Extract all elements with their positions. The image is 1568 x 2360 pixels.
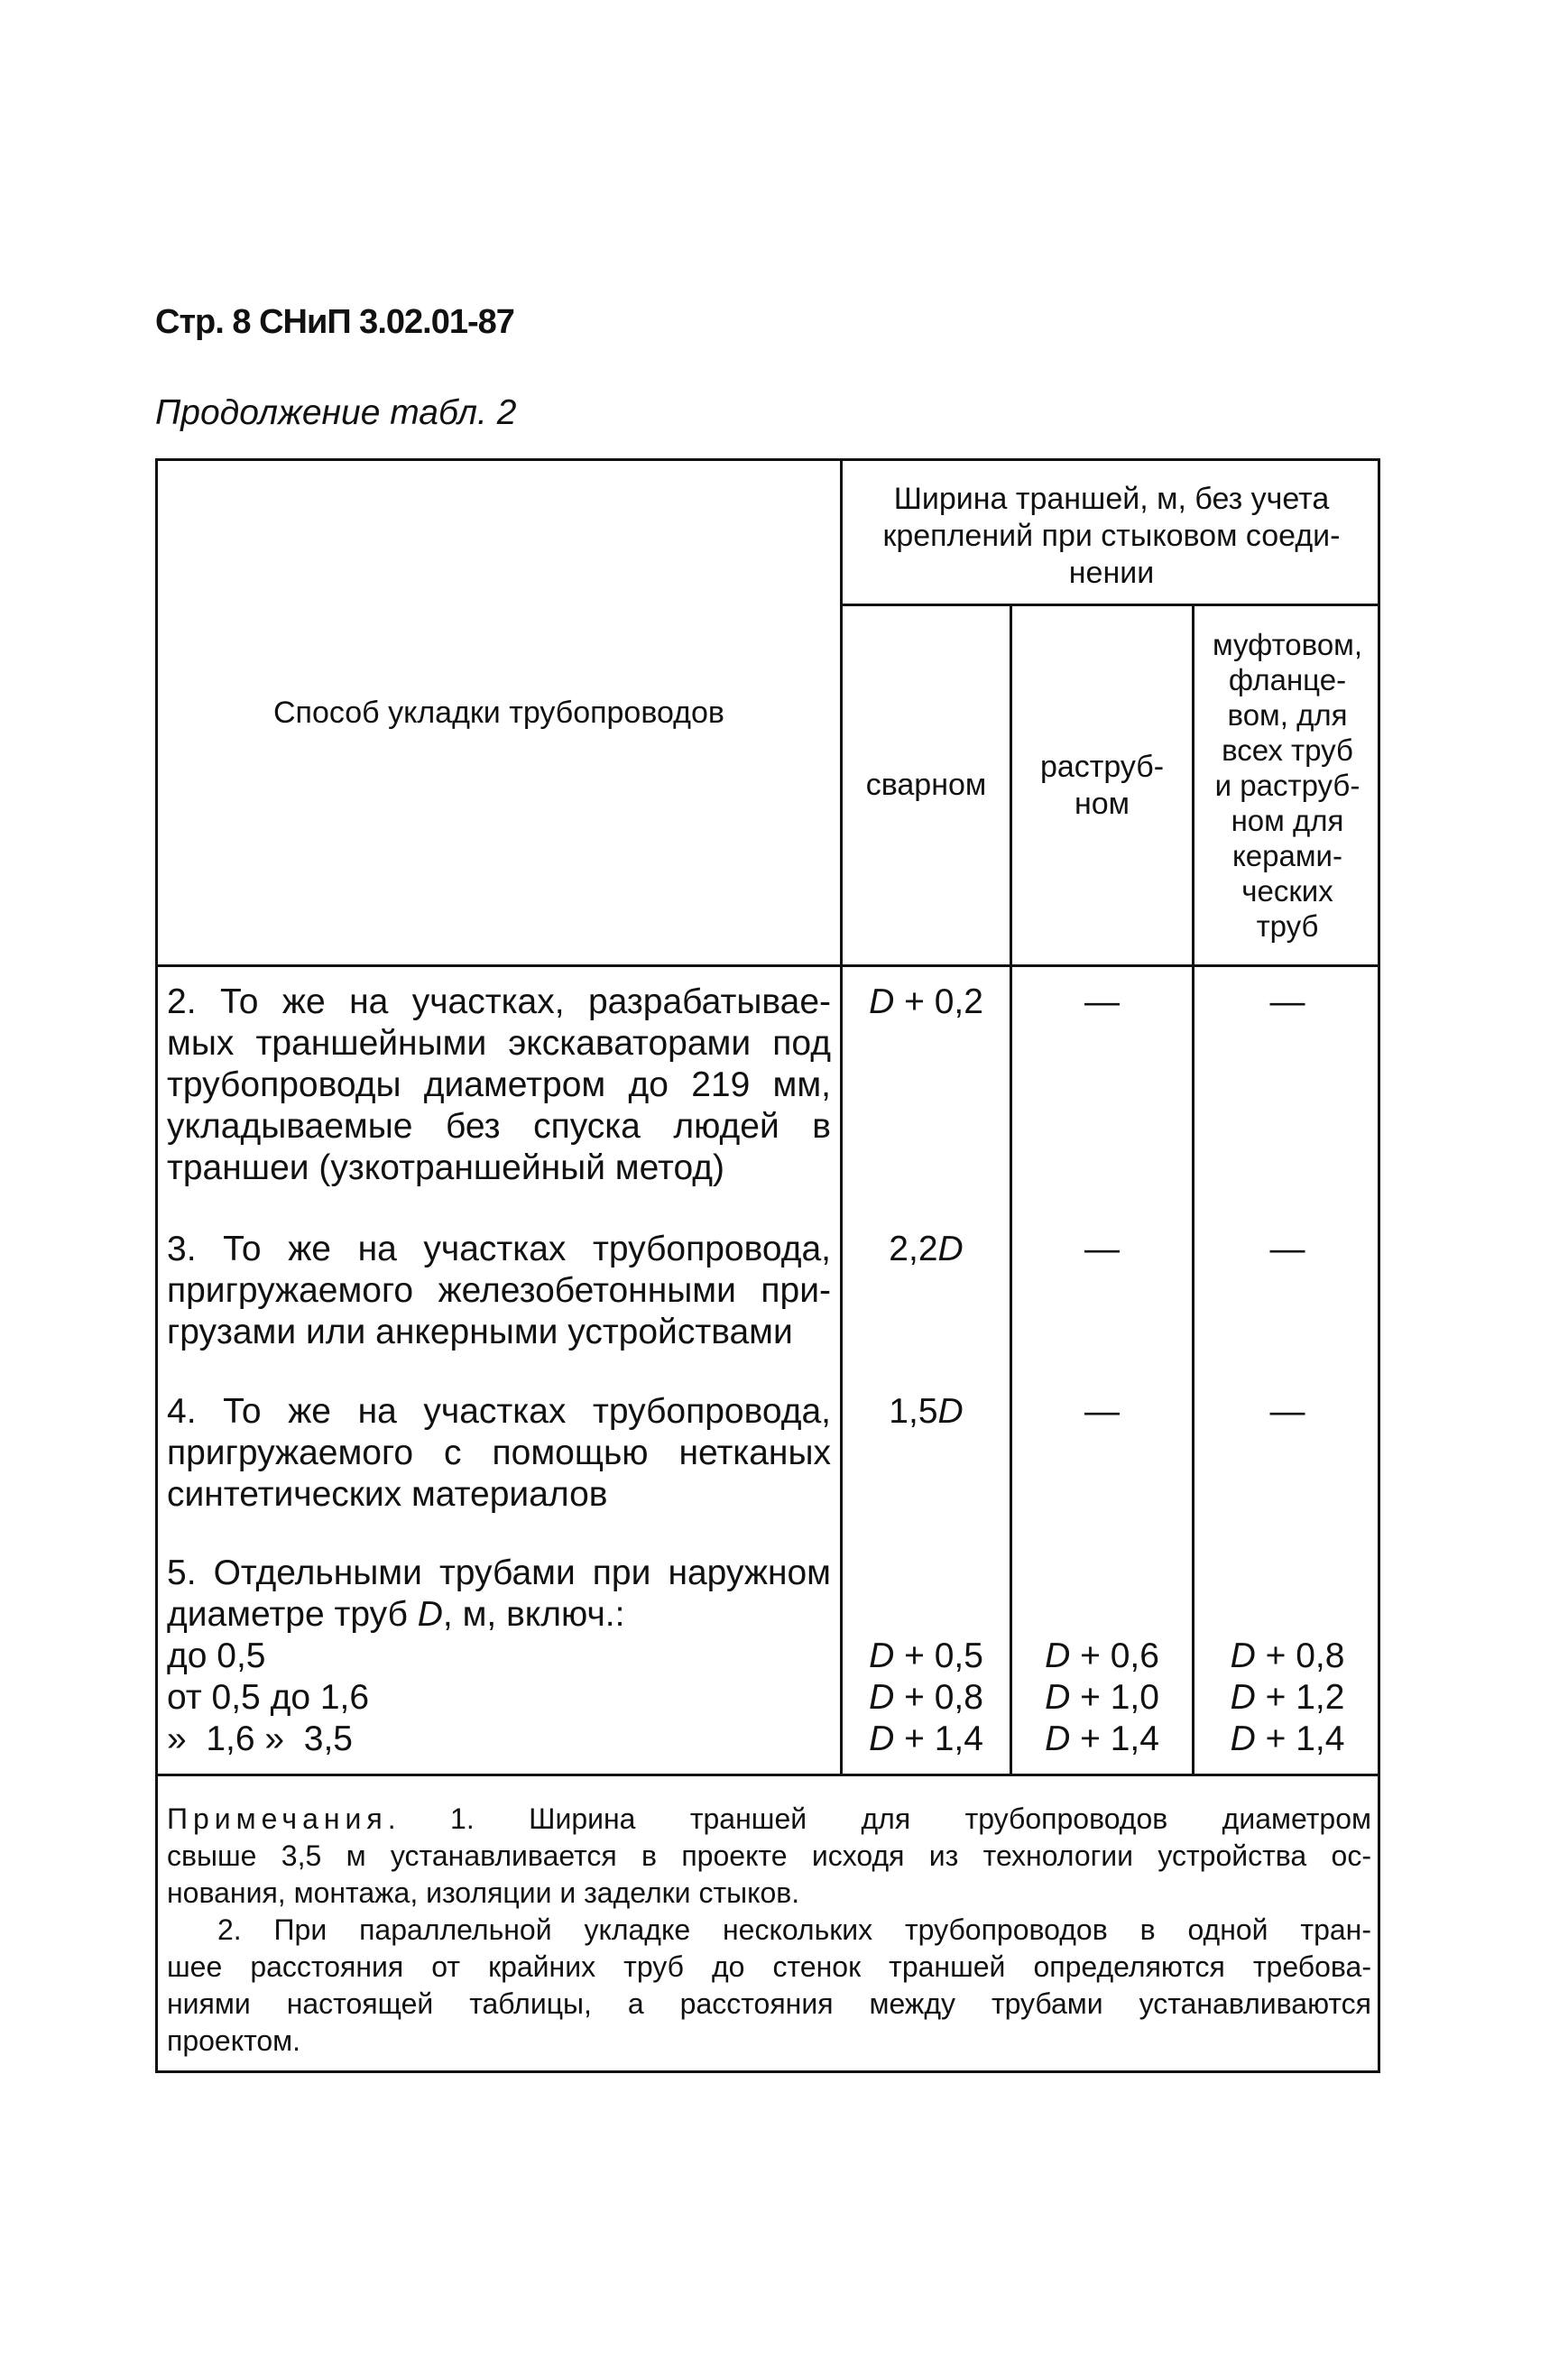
row-5-welded-value: D + 1,4: [869, 1719, 983, 1758]
row-5-welded-value: D + 0,8: [869, 1678, 983, 1717]
header-coupling-line: ном для: [1231, 804, 1344, 837]
page-header: Стр. 8 СНиП 3.02.01-87: [155, 303, 514, 341]
header-coupling-line: керами-: [1232, 839, 1342, 872]
table-row-5-desc: [167, 1553, 831, 1760]
row-desc-line: укладываемые без спуска людей в: [167, 1107, 831, 1146]
row-5-socket: [1012, 1636, 1192, 1760]
row-5-coupling-value: D + 1,2: [1230, 1678, 1345, 1717]
row-desc-line: 4. То же на участках трубопровода,: [167, 1392, 831, 1431]
notes-label: Примечания: [167, 1802, 388, 1835]
row-5-socket-value: D + 0,6: [1045, 1636, 1159, 1675]
table-caption: Продолжение табл. 2: [155, 393, 517, 432]
row-5-welded: [843, 1636, 1010, 1760]
row-desc-line: траншеи (узкотраншейный метод): [167, 1148, 725, 1187]
row-5-welded-value: D + 0,5: [869, 1636, 983, 1675]
note-1-line: [167, 1801, 1371, 1838]
note-1-text: . 1. Ширина траншей для трубопроводов диаметром: [387, 1802, 1371, 1835]
row-desc-line: 2. То же на участках, разрабатывае-: [167, 982, 831, 1021]
row-desc-line: трубопроводы диаметром до 219 мм,: [167, 1065, 831, 1104]
table-row-2-desc: [167, 982, 831, 1189]
header-socket-line: ном: [1074, 786, 1130, 821]
row-desc-line: диаметре труб D, м, включ.:: [167, 1595, 625, 1634]
header-group: [843, 468, 1380, 604]
header-coupling-line: муфтовом,: [1212, 628, 1363, 661]
row-5-coupling-value: D + 0,8: [1230, 1636, 1345, 1675]
row-5-socket-value: D + 1,4: [1045, 1719, 1159, 1758]
header-group-line: Ширина траншей, м, без учета: [893, 481, 1330, 516]
header-welded: [843, 606, 1010, 964]
header-coupling-line: и раструб-: [1214, 769, 1360, 802]
row-4-welded: 1,5D: [889, 1392, 964, 1431]
table-row-3-desc: [167, 1229, 831, 1353]
divider-header-bottom: [158, 964, 1380, 967]
row-5-sub-label: до 0,5: [167, 1636, 266, 1675]
row-desc-line: пригружаемого железобетонными при-: [167, 1271, 831, 1310]
header-method: [158, 461, 840, 964]
row-desc-line: мых траншейными экскаваторами под: [167, 1024, 831, 1063]
row-2-coupling: —: [1269, 982, 1305, 1021]
note-1-line: нования, монтажа, изоляции и заделки стыков.: [167, 1876, 800, 1909]
divider-notes: [158, 1774, 1380, 1776]
row-desc-line: грузами или анкерными устройствами: [167, 1313, 793, 1351]
row-desc-line: пригружаемого с помощью нетканых: [167, 1434, 831, 1472]
row-4-coupling: —: [1269, 1392, 1305, 1431]
row-desc-line: синтетических материалов: [167, 1475, 608, 1514]
row-desc-line: 3. То же на участках трубопровода,: [167, 1230, 831, 1268]
row-3-socket: —: [1084, 1230, 1120, 1268]
note-1-line: свыше 3,5 м устанавливается в проекте исходя из технологии устройства ос-: [167, 1839, 1371, 1872]
row-4-socket: —: [1084, 1392, 1120, 1431]
row-5-socket-value: D + 1,0: [1045, 1678, 1159, 1717]
row-5-sub-label: » 1,6 » 3,5: [167, 1719, 353, 1758]
note-2-line: ниями настоящей таблицы, а расстояния между трубами устанавливаются: [167, 1987, 1371, 2020]
header-coupling: [1194, 606, 1380, 964]
header-group-line: нении: [1068, 555, 1155, 590]
note-2-line: шее расстояния от крайних труб до стенок траншей определяются требова-: [167, 1950, 1371, 1983]
table-row-4-desc: [167, 1391, 831, 1516]
row-5-coupling: [1194, 1636, 1380, 1760]
row-desc-line: 5. Отдельными трубами при наружном: [167, 1553, 831, 1592]
row-5-sub-label: от 0,5 до 1,6: [167, 1678, 370, 1717]
header-method-text: Способ укладки трубопроводов: [273, 695, 724, 730]
row-3-welded: 2,2D: [889, 1230, 964, 1268]
header-group-line: креплений при стыковом соеди-: [882, 518, 1341, 553]
header-coupling-line: труб: [1256, 909, 1319, 943]
header-socket-line: раструб-: [1039, 749, 1165, 784]
header-socket: [1012, 606, 1192, 964]
header-coupling-line: ческих: [1241, 874, 1333, 908]
note-2-line: 2. При параллельной укладке нескольких трубопроводов в одной тран-: [217, 1913, 1371, 1946]
table-notes: [167, 1801, 1371, 2060]
header-coupling-line: всех труб: [1222, 733, 1353, 767]
header-coupling-line: фланце-: [1228, 663, 1347, 696]
trench-width-table: [155, 458, 1380, 2073]
row-5-coupling-value: D + 1,4: [1230, 1719, 1345, 1758]
header-coupling-line: вом, для: [1227, 698, 1348, 732]
row-2-welded: D + 0,2: [869, 982, 983, 1021]
row-2-socket: —: [1084, 982, 1120, 1021]
row-3-coupling: —: [1269, 1230, 1305, 1268]
note-2-line: проектом.: [167, 2024, 301, 2057]
header-welded-text: сварном: [865, 768, 987, 802]
